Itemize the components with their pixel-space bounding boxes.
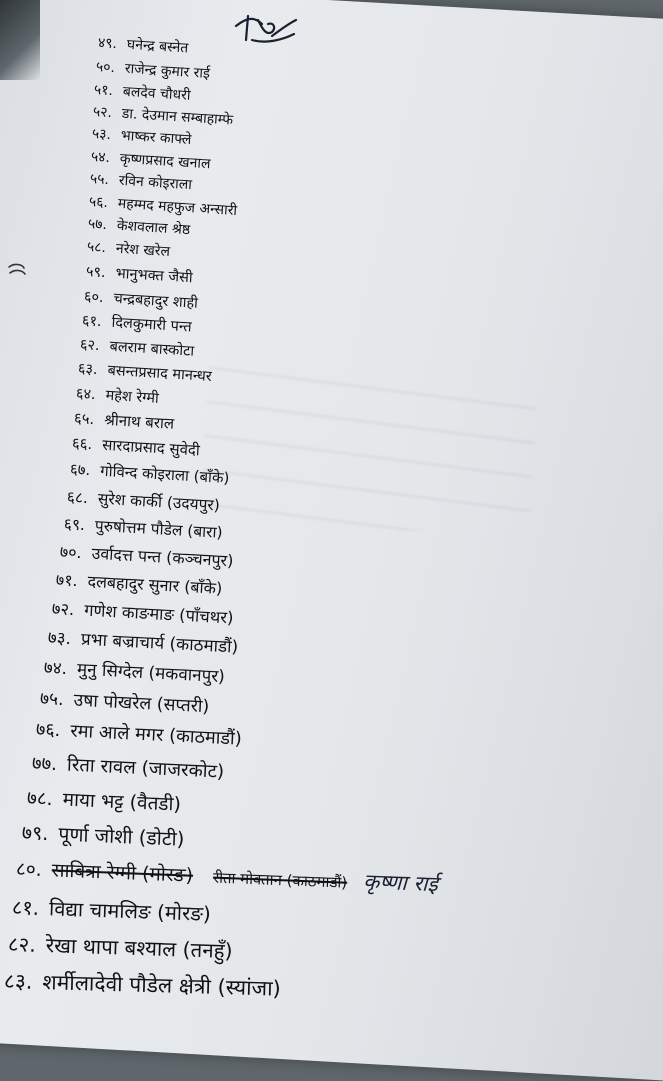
item-name: रिता रावल (जाजरकोट)	[66, 754, 225, 783]
item-number: ५८.	[86, 239, 107, 257]
item-name: राजेन्द्र कुमार राई	[124, 60, 211, 82]
item-number: ६९.	[63, 515, 86, 535]
item-name: महम्मद महफुज अन्सारी	[117, 195, 238, 220]
item-number: ७३.	[47, 628, 72, 650]
item-name: शर्मीलादेवी पौडेल क्षेत्री (स्यांजा)	[42, 970, 282, 1001]
item-name: विद्या चामलिङ (मोरङ)	[48, 896, 212, 926]
item-number: ४९.	[97, 35, 118, 53]
item-name: चन्द्रबहादुर शाही	[113, 290, 199, 312]
item-name: गोविन्द कोइराला (बाँके)	[99, 461, 230, 488]
item-number: ५१.	[93, 82, 114, 100]
item-name: मुनु सिग्देल (मकवानपुर)	[76, 659, 226, 688]
item-number: ८१.	[11, 895, 40, 920]
item-number: ७१.	[55, 570, 79, 591]
handwritten-signature-mark	[232, 10, 302, 50]
struck-name: साबित्रा रेग्मी (मोरङ)	[51, 859, 194, 887]
item-number: ७२.	[51, 599, 75, 620]
item-number: ८३.	[3, 969, 33, 994]
item-name: उर्वादत्त पन्त (कञ्चनपुर)	[91, 543, 234, 571]
item-number: ५३.	[91, 126, 112, 144]
item-name: उषा पोखरेल (सप्तरी)	[73, 690, 210, 718]
item-name: प्रभा बज्राचार्य (काठमाडौं)	[80, 629, 239, 658]
item-name: पुरुषोत्तम पौडेल (बारा)	[94, 516, 224, 542]
item-number: ७०.	[59, 542, 83, 563]
margin-tick-mark	[6, 262, 28, 278]
item-name: गणेश काङमाङ (पाँचथर)	[83, 600, 234, 628]
item-number: ५९.	[85, 264, 107, 282]
handwritten-replacement-name: कृष्णा राई	[362, 869, 439, 897]
item-number: ५०.	[95, 59, 116, 77]
item-number: ७५.	[39, 689, 65, 711]
item-name: माया भट्ट (वैतडी)	[62, 788, 182, 816]
item-number: ७९.	[21, 821, 49, 846]
item-number: ७८.	[26, 787, 54, 811]
item-name: रेखा थापा बश्याल (तनहुँ)	[45, 933, 233, 964]
item-number: ६६.	[71, 434, 93, 454]
item-number: ५५.	[89, 171, 110, 189]
item-name: कृष्णप्रसाद खनाल	[119, 150, 211, 173]
item-name: रविन कोइराला	[118, 172, 193, 194]
item-number: ७७.	[31, 753, 58, 776]
item-number: ५२.	[92, 104, 113, 122]
item-name: नरेश खरेल	[115, 240, 171, 261]
item-name: दिलकुमारी पन्त	[111, 314, 193, 336]
item-number: ७६.	[35, 719, 61, 742]
item-number: ५६.	[88, 194, 109, 212]
item-name: दलबहादुर सुनार (बाँके)	[87, 571, 223, 598]
paper-fold-shadow	[0, 0, 40, 80]
item-number: ७४.	[43, 658, 68, 680]
item-number: ६८.	[66, 488, 89, 508]
item-name: भाष्कर काफ्ले	[120, 127, 192, 149]
item-number: ६०.	[83, 289, 105, 307]
item-name: बलदेव चौधरी	[122, 83, 191, 104]
item-name: भानुभक्त जैसी	[115, 265, 194, 287]
item-number: ६४.	[75, 386, 97, 404]
show-through-text	[200, 359, 538, 537]
item-number: ८०.	[15, 858, 43, 881]
item-number: ८२.	[7, 932, 37, 957]
item-name: केशवलाल श्रेष्ठ	[116, 217, 191, 239]
item-number: ६५.	[73, 409, 95, 429]
item-number: ६१.	[81, 313, 103, 331]
struck-name-second: रीता मोक्तान (काठमाडौं)	[212, 868, 348, 892]
item-name: बसन्तप्रसाद मानन्धर	[107, 362, 213, 385]
item-number: ६३.	[77, 361, 99, 379]
item-name: पूर्णा जोशी (डोटी)	[57, 822, 185, 851]
item-number: ५४.	[90, 149, 111, 167]
item-name: रमा आले मगर (काठमाडौं)	[69, 720, 243, 750]
item-number: ६२.	[79, 337, 101, 355]
item-name: सारदाप्रसाद सुवेदी	[101, 435, 201, 460]
item-number: ५७.	[87, 216, 108, 234]
item-name: सुरेश कार्की (उदयपुर)	[97, 489, 221, 515]
item-name: महेश रेग्मी	[105, 387, 160, 407]
item-name: बलराम बास्कोटा	[109, 338, 195, 360]
item-number: ६७.	[69, 460, 91, 480]
item-name: श्रीनाथ बराल	[103, 410, 175, 433]
item-name: घनेन्द्र बस्नेत	[126, 36, 189, 57]
item-name: डा. देउमान सम्बाहाम्फे	[121, 105, 234, 129]
